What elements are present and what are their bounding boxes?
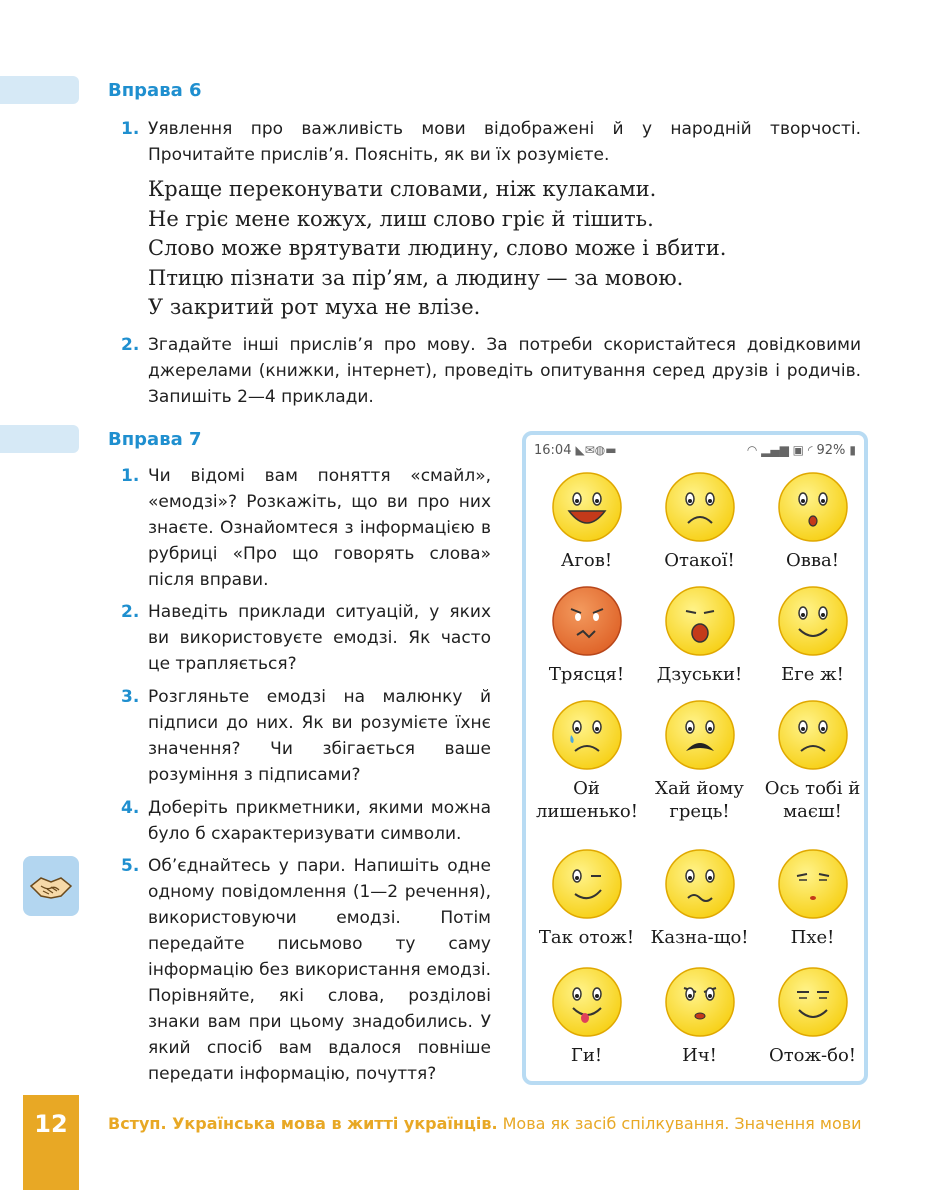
winking-face-icon: [530, 848, 643, 920]
battery-level: 92%: [816, 442, 846, 458]
task-number: 1.: [121, 466, 140, 486]
exercise-7-title: Вправа 7: [108, 429, 202, 450]
emoji-caption: Отож-бо!: [768, 1045, 857, 1066]
emoji-caption: Ось тобі й маєш!: [764, 778, 861, 822]
handshake-icon: [23, 856, 79, 916]
page-number: 12: [34, 1110, 68, 1138]
task-number: 4.: [121, 798, 140, 818]
emoji-cell: [530, 966, 643, 1067]
emoji-cell: [756, 699, 869, 823]
exercise-7-task-4: [121, 795, 491, 847]
emoji-cell: [643, 966, 756, 1067]
exercise-7-task-2: [121, 599, 491, 677]
emoji-caption: Пхе!: [790, 927, 835, 948]
frowning-face-icon: [643, 471, 756, 543]
section-tab-marker: [0, 425, 79, 453]
pair-work-badge: [23, 856, 79, 916]
emoji-caption: Ой лишенько!: [536, 778, 638, 822]
confused-face-icon: [643, 848, 756, 920]
exercise-7-task-1: [121, 463, 491, 593]
emoji-caption: Агов!: [560, 550, 613, 571]
emoji-caption: Трясця!: [548, 664, 625, 685]
shouting-face-icon: [643, 585, 756, 657]
task-number: 2.: [121, 602, 140, 622]
proverbs-list: [148, 175, 726, 323]
emoji-cell: [756, 966, 869, 1067]
task-text: Доберіть прикметники, якими можна було б схарактеризувати символи.: [148, 798, 491, 844]
exercise-6-task-1: [121, 116, 861, 168]
angry-face-icon: [530, 585, 643, 657]
exercise-7-task-3: [121, 684, 491, 788]
proverb: Слово може врятувати людину, слово може і вбити.: [148, 236, 727, 260]
task-text: Уявлення про важливість мови відображені й у народній творчості. Прочитайте прислів’я. Поясніть, як ви їх розумієте.: [148, 119, 861, 165]
footer-section: Вступ. Українська мова в житті українців.: [108, 1114, 498, 1133]
emoji-caption: Казна-що!: [650, 927, 749, 948]
task-number: 2.: [121, 335, 140, 355]
crying-face-icon: [530, 699, 643, 771]
task-text: Чи відомі вам поняття «смайл», «емодзі»? Розкажіть, що ви про них знаєте. Ознайомтеся з інформацією в рубриці «Про що говорять слова» після вправи.: [148, 466, 491, 590]
emoji-cell: [643, 848, 756, 949]
smiling-face-icon: [756, 585, 869, 657]
task-number: 1.: [121, 119, 140, 139]
signal-icon: ◠ ▂▄▆ ▣ ◜: [746, 443, 813, 457]
section-tab-marker: [0, 76, 79, 104]
sad-face-icon: [756, 699, 869, 771]
proverb: У закритий рот муха не влізе.: [148, 295, 481, 319]
task-number: 5.: [121, 856, 140, 876]
emoji-caption: Еге ж!: [781, 664, 844, 685]
pleased-face-icon: [756, 966, 869, 1038]
exercise-6-task-2: [121, 332, 861, 410]
clock: 16:04: [534, 442, 572, 458]
task-text: Згадайте інші прислів’я про мову. За потреби скористайтеся довідковими джерелами (книжки, інтернет), проведіть опитування серед друзів і родичів. Запишіть 2—4 приклади.: [148, 335, 861, 407]
surprised-face-icon: [756, 471, 869, 543]
proverb: Птицю пізнати за пір’ям, а людину — за мовою.: [148, 265, 684, 290]
emoji-caption: Дзуськи!: [656, 664, 743, 685]
exercise-6-title: Вправа 6: [108, 80, 202, 101]
shocked-face-icon: [643, 699, 756, 771]
emoji-caption: Так отож!: [538, 927, 635, 948]
emoji-cell: [530, 699, 643, 823]
running-footer: [108, 1114, 862, 1133]
task-number: 3.: [121, 687, 140, 707]
proverb: Краще переконувати словами, ніж кулаками.: [148, 177, 657, 201]
emoji-cell: [756, 848, 869, 949]
emoji-caption: Хай йому грець!: [655, 778, 744, 822]
emoji-caption: Ги!: [570, 1045, 603, 1066]
emoji-cell: [643, 699, 756, 823]
annoyed-face-icon: [643, 966, 756, 1038]
emoji-caption: Отакої!: [664, 550, 735, 571]
battery-icon: ▮: [849, 443, 856, 457]
footer-topic: Мова як засіб спілкування. Значення мови: [502, 1114, 862, 1133]
task-text: Наведіть приклади ситуацій, у яких ви використовуєте емодзі. Як часто це трапляється?: [148, 602, 491, 674]
task-text: Об’єднайтесь у пари. Напишіть одне одному повідомлення (1—2 речення), використовуючи емодзі. Потім передайте письмово ту саму інформацію без використання емодзі. Порівняйте, які слова, розділові знаки вам при цьому знадобились. У який спосіб вам вдалося повніше передати інформацію, почуття?: [148, 856, 491, 1084]
emoji-cell: [756, 585, 869, 686]
emoji-cell: [530, 848, 643, 949]
laughing-face-icon: [530, 471, 643, 543]
phone-screen: [522, 431, 868, 1085]
emoji-caption: Ич!: [682, 1045, 717, 1066]
emoji-caption: Овва!: [786, 550, 839, 571]
exercise-7-task-5: [121, 853, 491, 1087]
emoji-cell: [530, 585, 643, 686]
emoji-cell: [756, 471, 869, 572]
emoji-cell: [643, 585, 756, 686]
emoji-cell: [643, 471, 756, 572]
status-bar: [534, 441, 856, 459]
tongue-face-icon: [530, 966, 643, 1038]
proverb: Не гріє мене кожух, лиш слово гріє й тішить.: [148, 206, 654, 231]
emoji-cell: [530, 471, 643, 572]
notification-icon: ◣✉◍▬: [575, 443, 617, 457]
task-text: Розгляньте емодзі на малюнку й підписи до них. Як ви розумієте їхнє значення? Чи збігається ваше розуміння з підписами?: [148, 687, 491, 785]
smirking-face-icon: [756, 848, 869, 920]
